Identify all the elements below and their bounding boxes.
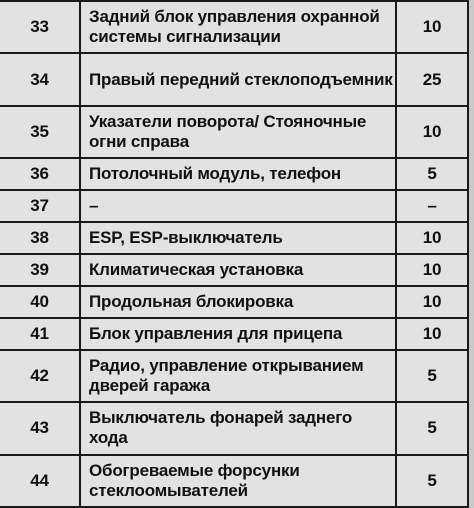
- fuse-description: Радио, управление открыванием дверей гаража: [80, 350, 396, 402]
- table-row: [0, 455, 468, 507]
- fuse-number: 37: [0, 190, 80, 222]
- fuse-number: 40: [0, 286, 80, 318]
- fuse-amperage: 5: [396, 402, 468, 454]
- table-row: [0, 318, 468, 350]
- fuse-description: Правый передний стеклоподъемник: [80, 53, 396, 105]
- table-row: [0, 190, 468, 222]
- fuse-amperage: 10: [396, 318, 468, 350]
- table-row: [0, 402, 468, 454]
- fuse-description: ESP, ESP-выключатель: [80, 222, 396, 254]
- fuse-description: Выключатель фонарей заднего хода: [80, 402, 396, 454]
- fuse-number: 34: [0, 53, 80, 105]
- fuse-number: 33: [0, 1, 80, 53]
- table-row: [0, 286, 468, 318]
- fuse-amperage: 10: [396, 106, 468, 158]
- fuse-amperage: 10: [396, 222, 468, 254]
- fuse-number: 43: [0, 402, 80, 454]
- fuse-amperage: 5: [396, 158, 468, 190]
- fuse-amperage: 5: [396, 455, 468, 507]
- fuse-description: Климатическая установка: [80, 254, 396, 286]
- fuse-amperage: –: [396, 190, 468, 222]
- fuse-description: Задний блок управления охранной системы сигнализации: [80, 1, 396, 53]
- fuse-description: Указатели поворота/ Стояночные огни справа: [80, 106, 396, 158]
- fuse-description: Обогреваемые форсунки стеклоомывателей: [80, 455, 396, 507]
- table-row: [0, 53, 468, 105]
- fuse-amperage: 25: [396, 53, 468, 105]
- fuse-number: 44: [0, 455, 80, 507]
- fuse-description: Продольная блокировка: [80, 286, 396, 318]
- fuse-description: Потолочный модуль, телефон: [80, 158, 396, 190]
- fuse-amperage: 10: [396, 1, 468, 53]
- table-row: [0, 350, 468, 402]
- table-row: [0, 106, 468, 158]
- table-row: [0, 158, 468, 190]
- fuse-number: 38: [0, 222, 80, 254]
- table-row: [0, 1, 468, 53]
- fuse-number: 36: [0, 158, 80, 190]
- fuse-number: 35: [0, 106, 80, 158]
- fuse-amperage: 5: [396, 350, 468, 402]
- fuse-amperage: 10: [396, 286, 468, 318]
- fuse-description: Блок управления для прицепа: [80, 318, 396, 350]
- fuse-table-body: [0, 1, 468, 507]
- table-row: [0, 222, 468, 254]
- fuse-number: 39: [0, 254, 80, 286]
- fuse-number: 41: [0, 318, 80, 350]
- fuse-amperage: 10: [396, 254, 468, 286]
- fuse-description: –: [80, 190, 396, 222]
- table-row: [0, 254, 468, 286]
- fuse-number: 42: [0, 350, 80, 402]
